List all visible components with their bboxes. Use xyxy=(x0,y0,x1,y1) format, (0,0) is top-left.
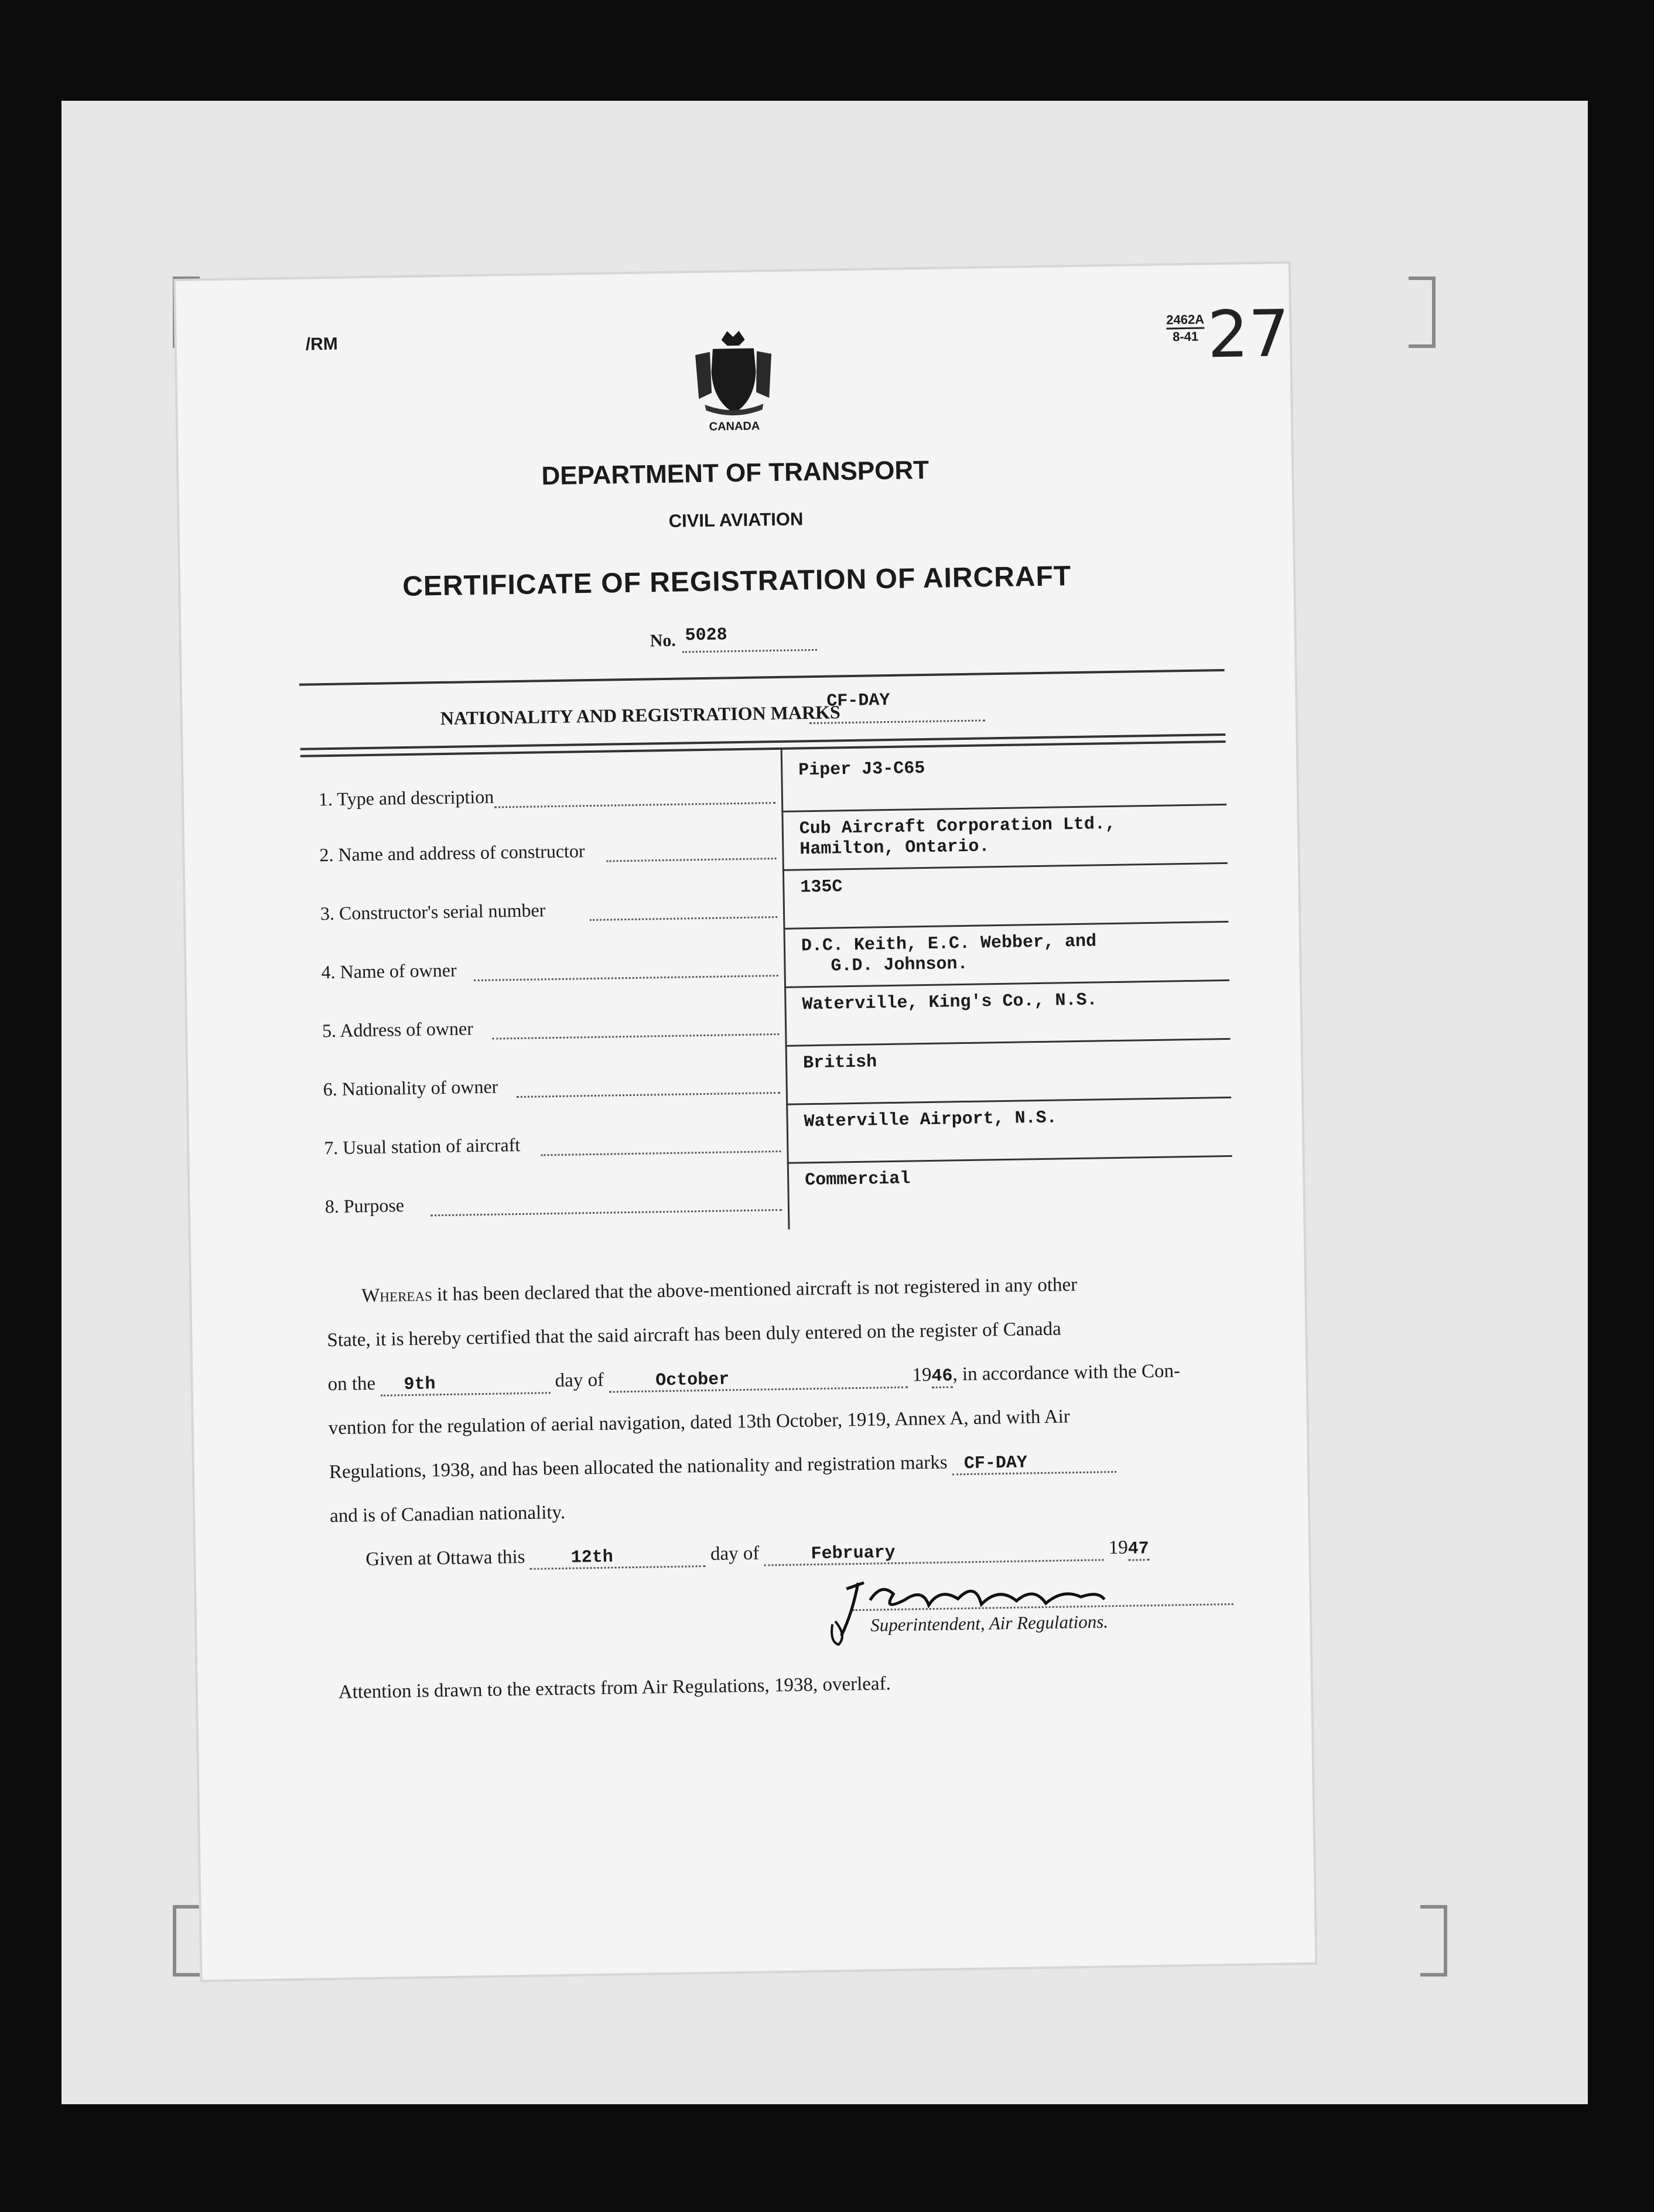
row-label: 8. Purpose xyxy=(324,1194,405,1217)
registration-month: October xyxy=(609,1368,907,1393)
row-dots xyxy=(474,975,778,981)
row-rule xyxy=(781,804,1226,813)
form-number-text: 2462A xyxy=(1166,312,1204,329)
given-month: February xyxy=(764,1540,1103,1566)
form-number xyxy=(1166,312,1205,344)
row-value: Cub Aircraft Corporation Ltd., xyxy=(799,814,1116,839)
body-text: 19 xyxy=(912,1364,932,1386)
number-dotted-line xyxy=(682,649,817,653)
whereas-word: Whereas xyxy=(361,1284,433,1307)
row-dots xyxy=(517,1092,780,1098)
marks-value: CF-DAY xyxy=(826,690,890,712)
body-text: on the xyxy=(327,1373,376,1395)
row-label: 4. Name of owner xyxy=(321,959,457,983)
row-value-second-line: Hamilton, Ontario. xyxy=(799,837,990,860)
row-rule xyxy=(785,1038,1231,1047)
row-value: 135C xyxy=(800,877,843,898)
certificate-title: CERTIFICATE OF REGISTRATION OF AIRCRAFT xyxy=(402,561,1072,602)
row-label: 7. Usual station of aircraft xyxy=(323,1134,521,1159)
marks-label: NATIONALITY AND REGISTRATION MARKS xyxy=(440,701,841,729)
row-dots xyxy=(590,916,777,921)
number-label: No. xyxy=(650,630,676,651)
canada-crest-icon xyxy=(692,327,775,440)
body-line-4: vention for the regulation of aerial navigation, dated 13th October, 1919, Annex A, and with Air xyxy=(328,1406,1071,1439)
body-line-2: State, it is hereby certified that the said aircraft has been duly entered on the register of Canada xyxy=(327,1318,1062,1351)
registration-day: 9th xyxy=(380,1373,551,1397)
row-dots xyxy=(492,1033,779,1040)
row-dots xyxy=(430,1209,782,1216)
scan-corner-mark xyxy=(1409,276,1436,348)
table-divider xyxy=(781,749,790,1230)
row-value: British xyxy=(802,1052,877,1074)
row-value: Commercial xyxy=(804,1169,911,1191)
given-day: 12th xyxy=(530,1547,706,1570)
row-value: D.C. Keith, E.C. Webber, and xyxy=(801,931,1097,957)
row-rule xyxy=(783,921,1228,930)
body-text: day of xyxy=(710,1542,760,1565)
form-date-text: 8-41 xyxy=(1172,329,1199,344)
row-label: 1. Type and description xyxy=(318,786,494,810)
body-line-6: and is of Canadian nationality. xyxy=(329,1501,566,1527)
body-text: , in accordance with the Con- xyxy=(952,1360,1181,1385)
body-text: Regulations, 1938, and has been allocated the nationality and registration marks xyxy=(329,1452,948,1483)
row-dots xyxy=(607,858,777,862)
scan-corner-mark xyxy=(1420,1905,1447,1977)
row-dots xyxy=(541,1151,781,1156)
certificate-number: 5028 xyxy=(685,625,727,646)
row-label: 2. Name and address of constructor xyxy=(319,840,585,866)
body-text: 19 xyxy=(1108,1537,1129,1559)
department-heading: DEPARTMENT OF TRANSPORT xyxy=(541,455,929,491)
row-value: Waterville, King's Co., N.S. xyxy=(802,990,1098,1015)
row-label: 3. Constructor's serial number xyxy=(320,899,546,924)
row-rule xyxy=(782,862,1228,871)
allocated-marks: CF-DAY xyxy=(952,1452,1117,1475)
scan-corner-mark xyxy=(173,1905,200,1977)
crest-label: CANADA xyxy=(709,419,760,433)
top-rule xyxy=(299,669,1225,686)
footer-note: Attention is drawn to the extracts from Air Regulations, 1938, overleaf. xyxy=(338,1673,891,1703)
division-heading: CIVIL AVIATION xyxy=(668,508,804,531)
row-rule xyxy=(784,979,1229,988)
row-rule xyxy=(786,1097,1231,1105)
row-value: Waterville Airport, N.S. xyxy=(804,1108,1057,1132)
body-text: Given at Ottawa this xyxy=(365,1546,525,1571)
row-value-second-line: G.D. Johnson. xyxy=(831,954,968,977)
row-value: Piper J3-C65 xyxy=(798,759,925,781)
given-year: 47 xyxy=(1128,1539,1150,1561)
signature-title: Superintendent, Air Regulations. xyxy=(870,1611,1109,1636)
row-dots xyxy=(494,802,775,808)
row-rule xyxy=(787,1155,1232,1164)
row-label: 6. Nationality of owner xyxy=(323,1076,498,1100)
body-text: it has been declared that the above-mentioned aircraft is not registered in any other xyxy=(436,1274,1078,1306)
certificate-document xyxy=(176,264,1315,1979)
row-label: 5. Address of owner xyxy=(322,1018,474,1042)
file-initials: /RM xyxy=(305,334,338,354)
page-number: 27 xyxy=(1207,296,1290,373)
registration-year: 46 xyxy=(931,1366,953,1388)
body-text: day of xyxy=(555,1369,604,1392)
